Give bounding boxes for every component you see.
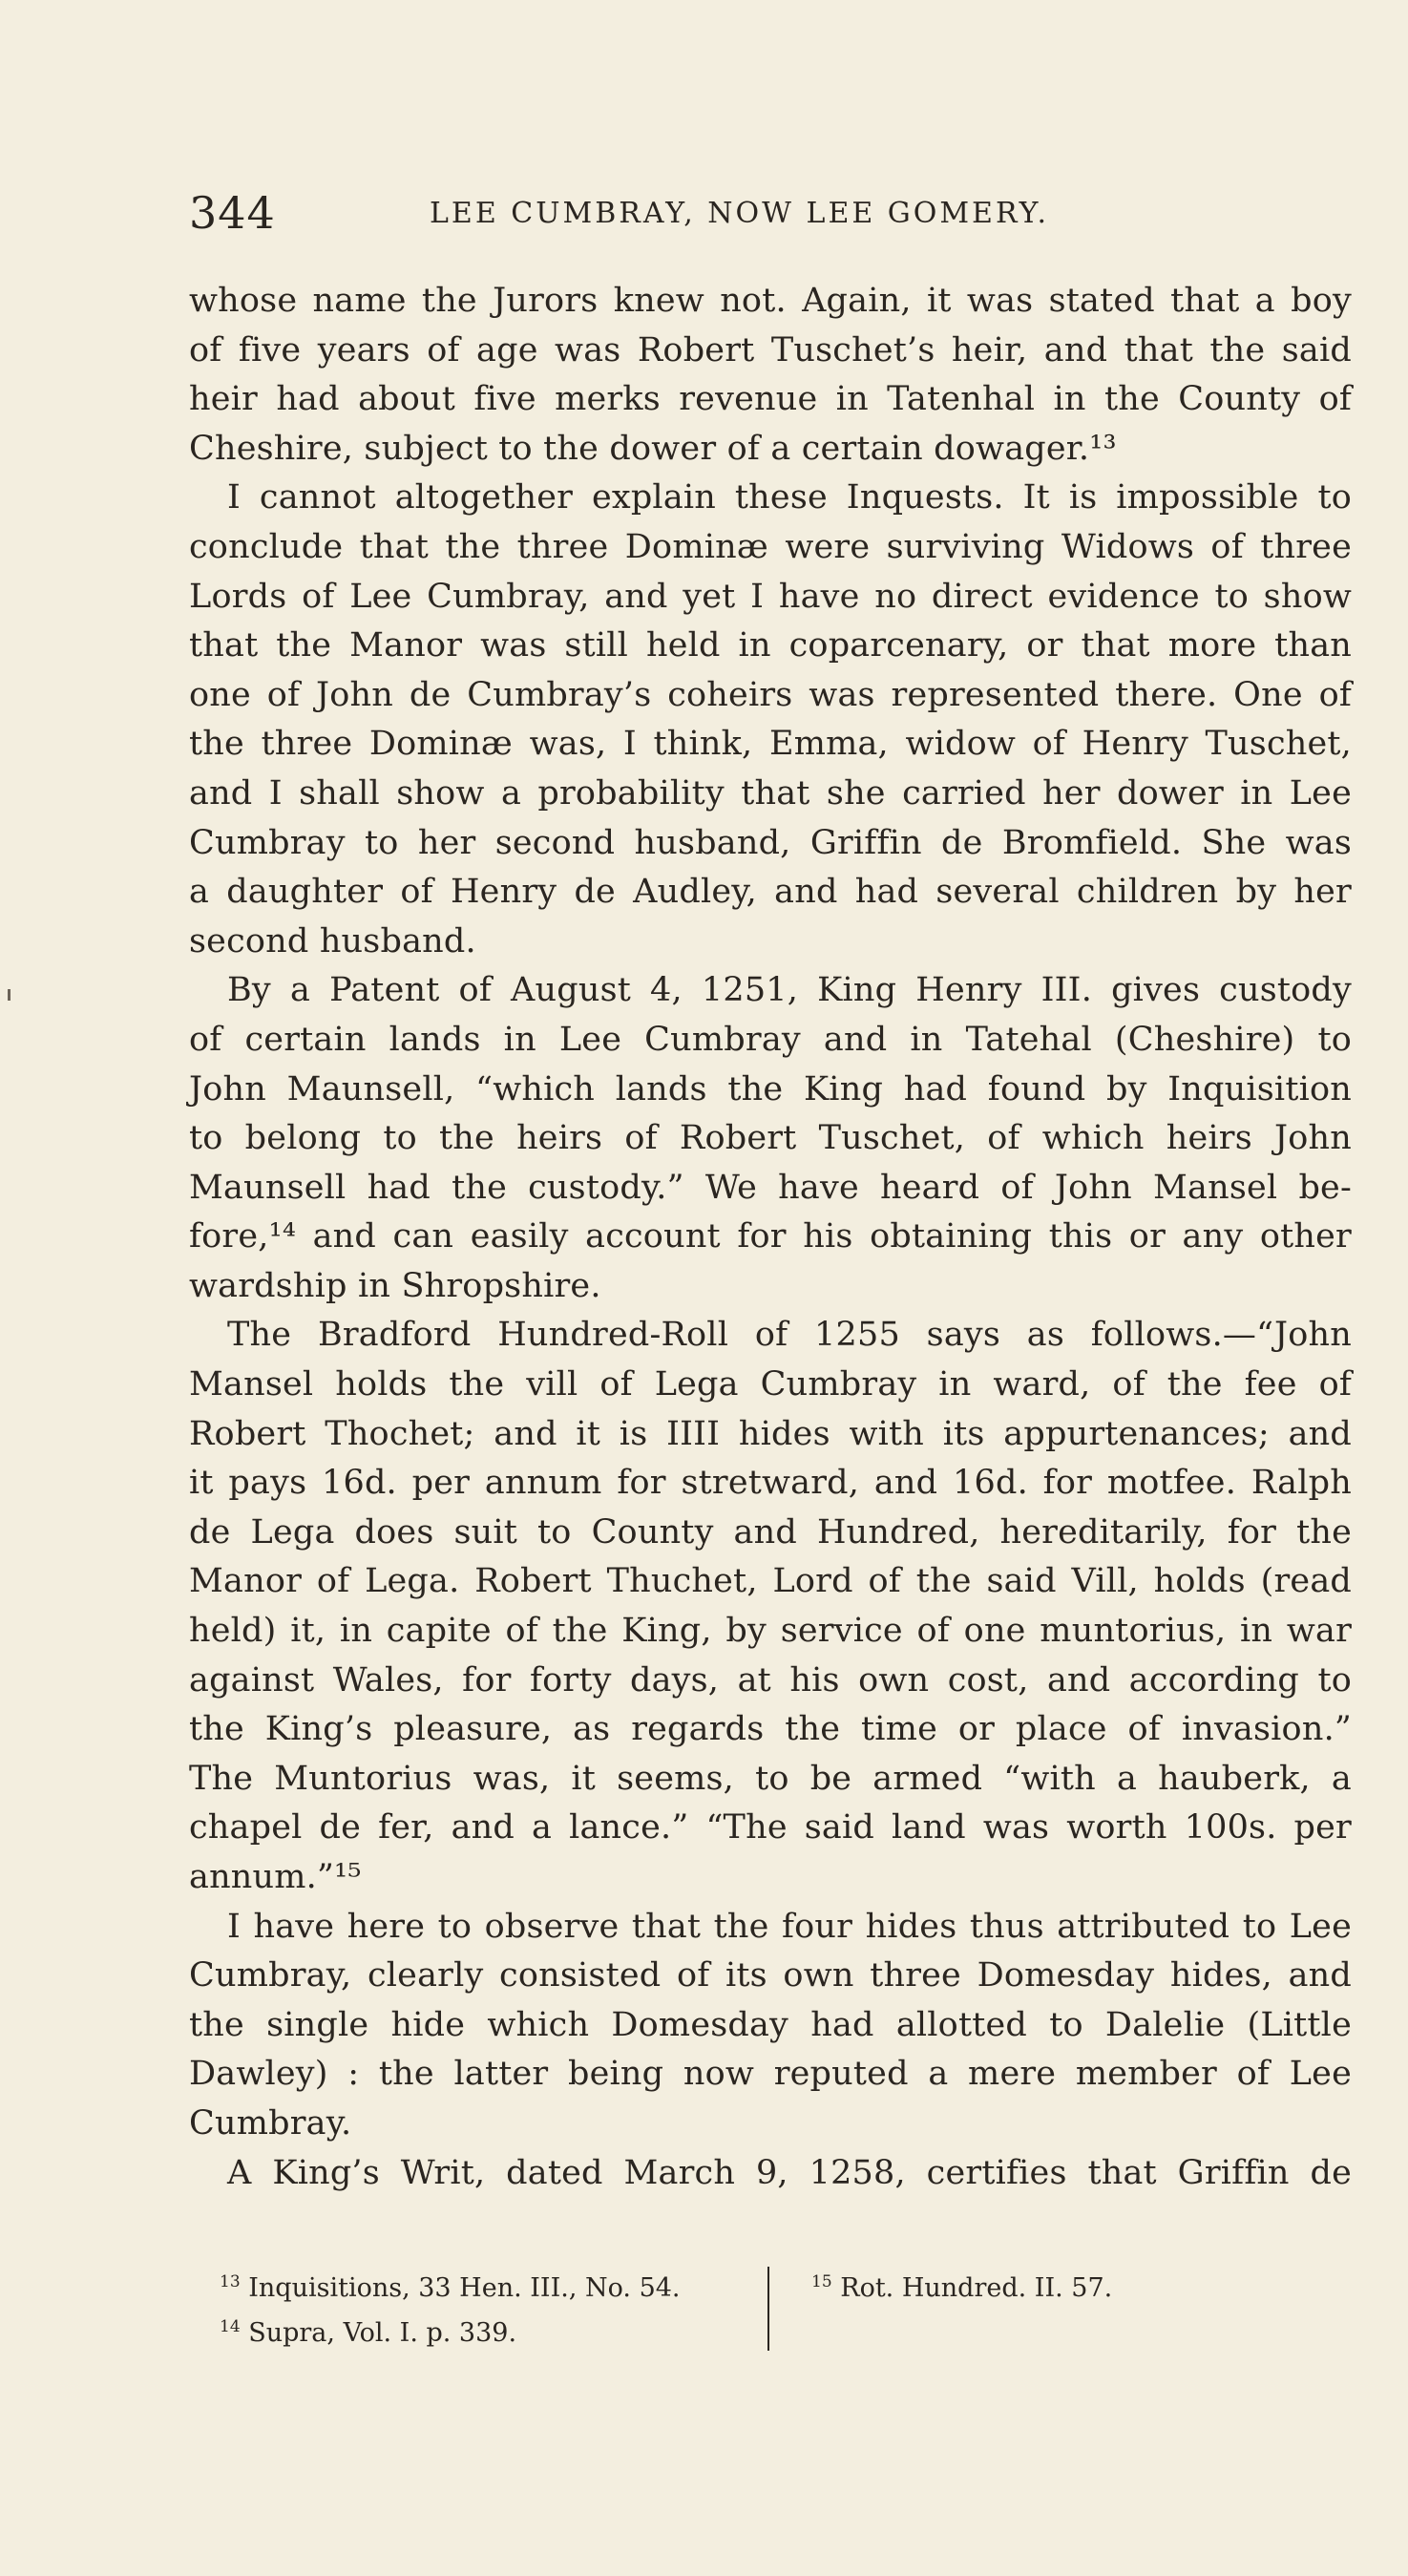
footnote-number: 13: [220, 2272, 241, 2291]
margin-mark: [8, 989, 11, 1001]
text-line: of five years of age was Robert Tuschet’s heir, and that the said: [189, 330, 1352, 370]
text-line: the single hide which Domesday had allotted to Dalelie (Little: [189, 2005, 1352, 2044]
text-line: heir had about five merks revenue in Tatenhal in the County of: [189, 380, 1352, 419]
footnote-13: [220, 2263, 754, 2308]
footnote-divider: [767, 2267, 769, 2351]
text-line: Manor of Lega. Robert Thuchet, Lord of the said Vill, holds (read: [189, 1562, 1352, 1601]
text-line: John Maunsell, “which lands the King had found by Inquisition: [189, 1069, 1352, 1109]
text-line: wardship in Shropshire.: [189, 1266, 601, 1305]
footnotes-left-column: [220, 2263, 754, 2353]
text-line: Robert Thochet; and it is IIII hides with its appurtenances; and: [189, 1414, 1352, 1453]
text-line: Mansel holds the vill of Lega Cumbray in ward, of the fee of: [189, 1365, 1352, 1404]
text-line: The Bradford Hundred-Roll of 1255 says as follows.—“John: [227, 1316, 1352, 1355]
footnote-text: Inquisitions, 33 Hen. III., No. 54.: [248, 2273, 681, 2303]
text-line: fore,¹⁴ and can easily account for his obtaining this or any other: [189, 1217, 1352, 1256]
body-text: [189, 277, 1352, 2198]
running-head: LEE CUMBRAY, NOW LEE GOMERY.: [430, 197, 1050, 230]
text-line: and I shall show a probability that she carried her dower in Lee: [189, 773, 1352, 813]
text-line: Maunsell had the custody.” We have heard of John Mansel be-: [189, 1168, 1352, 1207]
page-header: [189, 187, 1210, 244]
text-line: whose name the Jurors knew not. Again, it was stated that a boy: [189, 282, 1352, 320]
text-line: I have here to observe that the four hides thus attributed to Lee: [227, 1907, 1352, 1946]
text-line: Dawley) : the latter being now reputed a mere member of Lee: [189, 2055, 1352, 2094]
text-line: that the Manor was still held in coparcenary, or that more than: [189, 626, 1352, 665]
text-line: Cumbray, clearly consisted of its own three Domesday hides, and: [189, 1956, 1352, 1995]
text-line: The Muntorius was, it seems, to be armed “with a hauberk, a: [189, 1759, 1352, 1798]
text-line: to belong to the heirs of Robert Tuschet, of which heirs John: [189, 1119, 1352, 1158]
text-line: held) it, in capite of the King, by service of one muntorius, in war: [189, 1612, 1352, 1651]
text-line: Cumbray.: [189, 2103, 352, 2143]
footnotes: [220, 2263, 1250, 2368]
text-line: Lords of Lee Cumbray, and yet I have no direct evidence to show: [189, 577, 1352, 616]
text-line: it pays 16d. per annum for stretward, and 16d. for motfee. Ralph: [189, 1464, 1352, 1503]
text-line: de Lega does suit to County and Hundred, hereditarily, for the: [189, 1512, 1352, 1552]
text-line: annum.”¹⁵: [189, 1858, 362, 1896]
text-line: the three Dominæ was, I think, Emma, widow of Henry Tuschet,: [189, 725, 1352, 764]
text-line: Cheshire, subject to the dower of a certain dowager.¹³: [189, 429, 1117, 468]
page-number: 344: [189, 187, 276, 239]
text-line: conclude that the three Dominæ were surviving Widows of three: [189, 527, 1352, 566]
text-line: second husband.: [189, 921, 476, 961]
footnotes-right-column: [811, 2263, 1250, 2308]
text-line: A King’s Writ, dated March 9, 1258, certifies that Griffin de: [227, 2153, 1352, 2192]
text-line: By a Patent of August 4, 1251, King Henry III. gives custody: [227, 971, 1352, 1010]
footnote-15: [811, 2263, 1250, 2308]
footnote-number: 15: [811, 2272, 832, 2291]
text-line: of certain lands in Lee Cumbray and in Tatehal (Cheshire) to: [189, 1020, 1352, 1059]
footnote-text: Supra, Vol. I. p. 339.: [248, 2318, 517, 2348]
text-line: I cannot altogether explain these Inquests. It is impossible to: [227, 478, 1352, 517]
text-line: Cumbray to her second husband, Griffin de Bromfield. She was: [189, 823, 1352, 862]
footnote-14: [220, 2308, 754, 2353]
footnote-text: Rot. Hundred. II. 57.: [840, 2273, 1113, 2303]
text-line: one of John de Cumbray’s coheirs was represented there. One of: [189, 675, 1352, 714]
text-line: against Wales, for forty days, at his own cost, and according to: [189, 1660, 1352, 1700]
text-line: the King’s pleasure, as regards the time or place of invasion.”: [189, 1710, 1352, 1749]
footnote-number: 14: [220, 2317, 241, 2336]
text-line: a daughter of Henry de Audley, and had several children by her: [189, 873, 1352, 912]
text-line: chapel de fer, and a lance.” “The said land was worth 100s. per: [189, 1808, 1352, 1848]
